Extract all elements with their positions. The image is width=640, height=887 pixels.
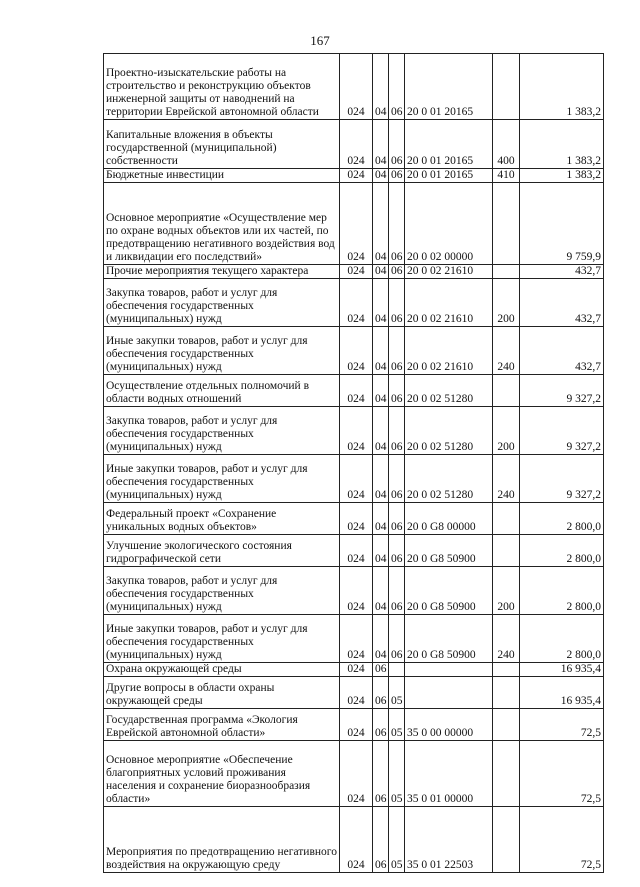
row-name: Закупка товаров, работ и услуг для обеспечения государственных (муниципальных) нужд: [104, 279, 340, 327]
row-name: Осуществление отдельных полномочий в области водных отношений: [104, 375, 340, 407]
row-target-article: 20 0 02 21610: [405, 327, 493, 375]
row-target-article: 20 0 02 21610: [405, 265, 493, 279]
row-amount: 2 800,0: [520, 503, 604, 535]
table-row: [104, 807, 604, 873]
row-amount: 9 327,2: [520, 455, 604, 503]
row-amount: 72,5: [520, 709, 604, 741]
table-row: [104, 455, 604, 503]
table-row: [104, 183, 604, 265]
row-expense-type: [493, 709, 520, 741]
table-row: [104, 120, 604, 169]
row-name: Проектно-изыскательские работы на строительство и реконструкцию объектов инженерной защиты от наводнений на территории Еврейской автономной области: [104, 54, 340, 120]
row-amount: 432,7: [520, 265, 604, 279]
row-subsection-code: 06: [389, 183, 405, 265]
row-name: Государственная программа «Экология Еврейской автономной области»: [104, 709, 340, 741]
table-row: [104, 407, 604, 455]
row-amount: 16 935,4: [520, 677, 604, 709]
row-amount: 432,7: [520, 279, 604, 327]
row-name: Иные закупки товаров, работ и услуг для обеспечения государственных (муниципальных) нужд: [104, 615, 340, 663]
row-section-code: 06: [373, 677, 389, 709]
row-expense-type: 400: [493, 120, 520, 169]
row-section-code: 04: [373, 120, 389, 169]
table-row: [104, 54, 604, 120]
row-expense-type: [493, 503, 520, 535]
row-section-code: 04: [373, 265, 389, 279]
row-ved-code: 024: [340, 54, 373, 120]
row-subsection-code: [389, 663, 405, 677]
row-subsection-code: 06: [389, 327, 405, 375]
row-target-article: 20 0 02 51280: [405, 455, 493, 503]
row-name: Улучшение экологического состояния гидрографической сети: [104, 535, 340, 567]
table-row: [104, 375, 604, 407]
row-expense-type: 240: [493, 455, 520, 503]
row-target-article: 20 0 02 51280: [405, 375, 493, 407]
row-name: Прочие мероприятия текущего характера: [104, 265, 340, 279]
row-amount: 9 759,9: [520, 183, 604, 265]
budget-table: [103, 53, 604, 873]
row-expense-type: [493, 183, 520, 265]
row-name: Закупка товаров, работ и услуг для обеспечения государственных (муниципальных) нужд: [104, 567, 340, 615]
row-subsection-code: 05: [389, 677, 405, 709]
row-expense-type: 240: [493, 615, 520, 663]
row-ved-code: 024: [340, 615, 373, 663]
row-ved-code: 024: [340, 279, 373, 327]
row-ved-code: 024: [340, 183, 373, 265]
row-amount: 72,5: [520, 807, 604, 873]
table-row: [104, 567, 604, 615]
row-target-article: 20 0 G8 00000: [405, 503, 493, 535]
row-amount: 432,7: [520, 327, 604, 375]
row-name: Основное мероприятие «Обеспечение благоприятных условий проживания населения и сохранение биоразнообразия области»: [104, 741, 340, 807]
row-section-code: 04: [373, 455, 389, 503]
row-section-code: 04: [373, 54, 389, 120]
row-section-code: 04: [373, 535, 389, 567]
row-target-article: 20 0 01 20165: [405, 120, 493, 169]
row-amount: 2 800,0: [520, 615, 604, 663]
row-name: Иные закупки товаров, работ и услуг для обеспечения государственных (муниципальных) нужд: [104, 455, 340, 503]
row-target-article: 20 0 G8 50900: [405, 567, 493, 615]
table-row: [104, 169, 604, 183]
row-subsection-code: 06: [389, 535, 405, 567]
row-expense-type: [493, 663, 520, 677]
row-target-article: 20 0 02 51280: [405, 407, 493, 455]
row-name: Бюджетные инвестиции: [104, 169, 340, 183]
row-expense-type: [493, 807, 520, 873]
table-row: [104, 327, 604, 375]
row-subsection-code: 06: [389, 407, 405, 455]
row-expense-type: 240: [493, 327, 520, 375]
row-amount: 1 383,2: [520, 169, 604, 183]
row-section-code: 04: [373, 327, 389, 375]
row-subsection-code: 06: [389, 567, 405, 615]
row-amount: 2 800,0: [520, 567, 604, 615]
row-target-article: [405, 677, 493, 709]
row-name: Другие вопросы в области охраны окружающей среды: [104, 677, 340, 709]
row-ved-code: 024: [340, 677, 373, 709]
row-ved-code: 024: [340, 567, 373, 615]
row-ved-code: 024: [340, 709, 373, 741]
row-subsection-code: 06: [389, 279, 405, 327]
row-ved-code: 024: [340, 169, 373, 183]
row-section-code: 04: [373, 169, 389, 183]
row-ved-code: 024: [340, 375, 373, 407]
table-row: [104, 709, 604, 741]
row-section-code: 04: [373, 615, 389, 663]
row-expense-type: [493, 741, 520, 807]
row-target-article: 20 0 G8 50900: [405, 535, 493, 567]
row-ved-code: 024: [340, 120, 373, 169]
row-target-article: 20 0 G8 50900: [405, 615, 493, 663]
row-target-article: 20 0 02 21610: [405, 279, 493, 327]
row-section-code: 06: [373, 709, 389, 741]
row-section-code: 06: [373, 807, 389, 873]
row-expense-type: [493, 375, 520, 407]
row-ved-code: 024: [340, 327, 373, 375]
row-subsection-code: 06: [389, 615, 405, 663]
table-row: [104, 503, 604, 535]
row-ved-code: 024: [340, 265, 373, 279]
row-name: Капитальные вложения в объекты государственной (муниципальной) собственности: [104, 120, 340, 169]
row-subsection-code: 06: [389, 265, 405, 279]
row-target-article: 20 0 01 20165: [405, 54, 493, 120]
row-target-article: 20 0 01 20165: [405, 169, 493, 183]
row-amount: 9 327,2: [520, 407, 604, 455]
row-subsection-code: 06: [389, 120, 405, 169]
row-target-article: 35 0 01 00000: [405, 741, 493, 807]
row-section-code: 06: [373, 663, 389, 677]
row-ved-code: 024: [340, 807, 373, 873]
row-section-code: 04: [373, 503, 389, 535]
row-ved-code: 024: [340, 741, 373, 807]
row-ved-code: 024: [340, 503, 373, 535]
row-subsection-code: 06: [389, 455, 405, 503]
table-row: [104, 615, 604, 663]
row-expense-type: 410: [493, 169, 520, 183]
row-amount: 1 383,2: [520, 120, 604, 169]
row-target-article: 35 0 01 22503: [405, 807, 493, 873]
row-target-article: 35 0 00 00000: [405, 709, 493, 741]
row-amount: 72,5: [520, 741, 604, 807]
table-row: [104, 265, 604, 279]
row-section-code: 04: [373, 567, 389, 615]
table-row: [104, 741, 604, 807]
row-expense-type: 200: [493, 407, 520, 455]
row-name: Основное мероприятие «Осуществление мер по охране водных объектов или их частей, по предотвращению негативного воздействия вод и ликвидации его последствий»: [104, 183, 340, 265]
table-row: [104, 279, 604, 327]
row-subsection-code: 06: [389, 375, 405, 407]
row-expense-type: [493, 677, 520, 709]
row-amount: 9 327,2: [520, 375, 604, 407]
row-subsection-code: 05: [389, 741, 405, 807]
row-section-code: 06: [373, 741, 389, 807]
table-row: [104, 677, 604, 709]
row-subsection-code: 06: [389, 169, 405, 183]
row-expense-type: [493, 265, 520, 279]
table-row: [104, 535, 604, 567]
row-ved-code: 024: [340, 407, 373, 455]
row-expense-type: [493, 535, 520, 567]
row-name: Закупка товаров, работ и услуг для обеспечения государственных (муниципальных) нужд: [104, 407, 340, 455]
row-amount: 2 800,0: [520, 535, 604, 567]
row-name: Иные закупки товаров, работ и услуг для обеспечения государственных (муниципальных) нужд: [104, 327, 340, 375]
row-section-code: 04: [373, 279, 389, 327]
row-name: Охрана окружающей среды: [104, 663, 340, 677]
row-target-article: [405, 663, 493, 677]
row-section-code: 04: [373, 407, 389, 455]
row-name: Федеральный проект «Сохранение уникальных водных объектов»: [104, 503, 340, 535]
row-subsection-code: 06: [389, 503, 405, 535]
row-amount: 1 383,2: [520, 54, 604, 120]
row-expense-type: 200: [493, 279, 520, 327]
row-subsection-code: 05: [389, 709, 405, 741]
row-subsection-code: 05: [389, 807, 405, 873]
row-section-code: 04: [373, 183, 389, 265]
row-ved-code: 024: [340, 455, 373, 503]
page-number: 167: [310, 33, 330, 48]
row-section-code: 04: [373, 375, 389, 407]
row-expense-type: 200: [493, 567, 520, 615]
row-name: Мероприятия по предотвращению негативного воздействия на окружающую среду: [104, 807, 340, 873]
row-subsection-code: 06: [389, 54, 405, 120]
table-row: [104, 663, 604, 677]
row-expense-type: [493, 54, 520, 120]
row-ved-code: 024: [340, 535, 373, 567]
row-ved-code: 024: [340, 663, 373, 677]
row-amount: 16 935,4: [520, 663, 604, 677]
row-target-article: 20 0 02 00000: [405, 183, 493, 265]
